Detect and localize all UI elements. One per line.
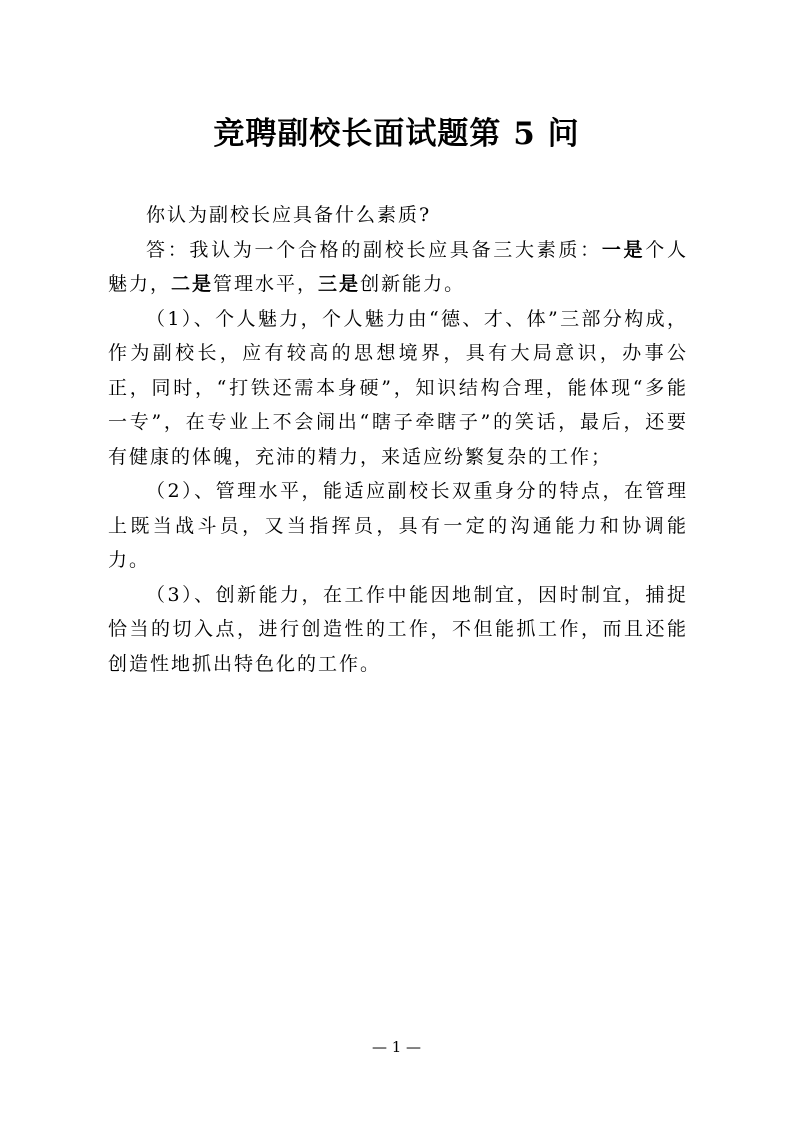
point-paragraph-2: （2）、管理水平，能适应副校长双重身分的特点，在管理上既当战斗员，又当指挥员，具有一定的沟通能力和协调能力。 [108,480,688,571]
page-title: 竞聘副校长面试题第 5 问 [213,116,580,152]
answer-lead: 答：我认为一个合格的副校长应具备三大素质： [146,238,602,261]
answer-item-3: 创新能力。 [360,273,466,295]
answer-item-1: 个人魅力， [108,238,688,295]
answer-item-2: 管理水平， [213,273,319,295]
point-paragraph-3: （3）、创新能力，在工作中能因地制宜，因时制宜，捕捉恰当的切入点，进行创造性的工作，不但能抓工作，而且还能创造性地抓出特色化的工作。 [108,583,688,675]
answer-ordinal-3: 三是 [318,273,361,295]
answer-ordinal-2: 二是 [171,273,214,295]
document-body [108,198,688,681]
point-paragraph-1: （1）、个人魅力，个人魅力由“德、才、体”三部分构成，作为副校长，应有较高的思想境界，具有大局意识，办事公正，同时，“打铁还需本身硬”，知识结构合理，能体现“多能一专”，在专业上不会闹出“瞎子牵瞎子”的笑话，最后，还要有健康的体魄，充沛的精力，来适应纷繁复杂的工作； [108,307,688,468]
question-paragraph: 你认为副校长应具备什么素质? [146,204,432,226]
answer-paragraph [108,233,688,302]
page-number: — 1 — [371,1038,422,1056]
answer-ordinal-1: 一是 [601,238,646,261]
